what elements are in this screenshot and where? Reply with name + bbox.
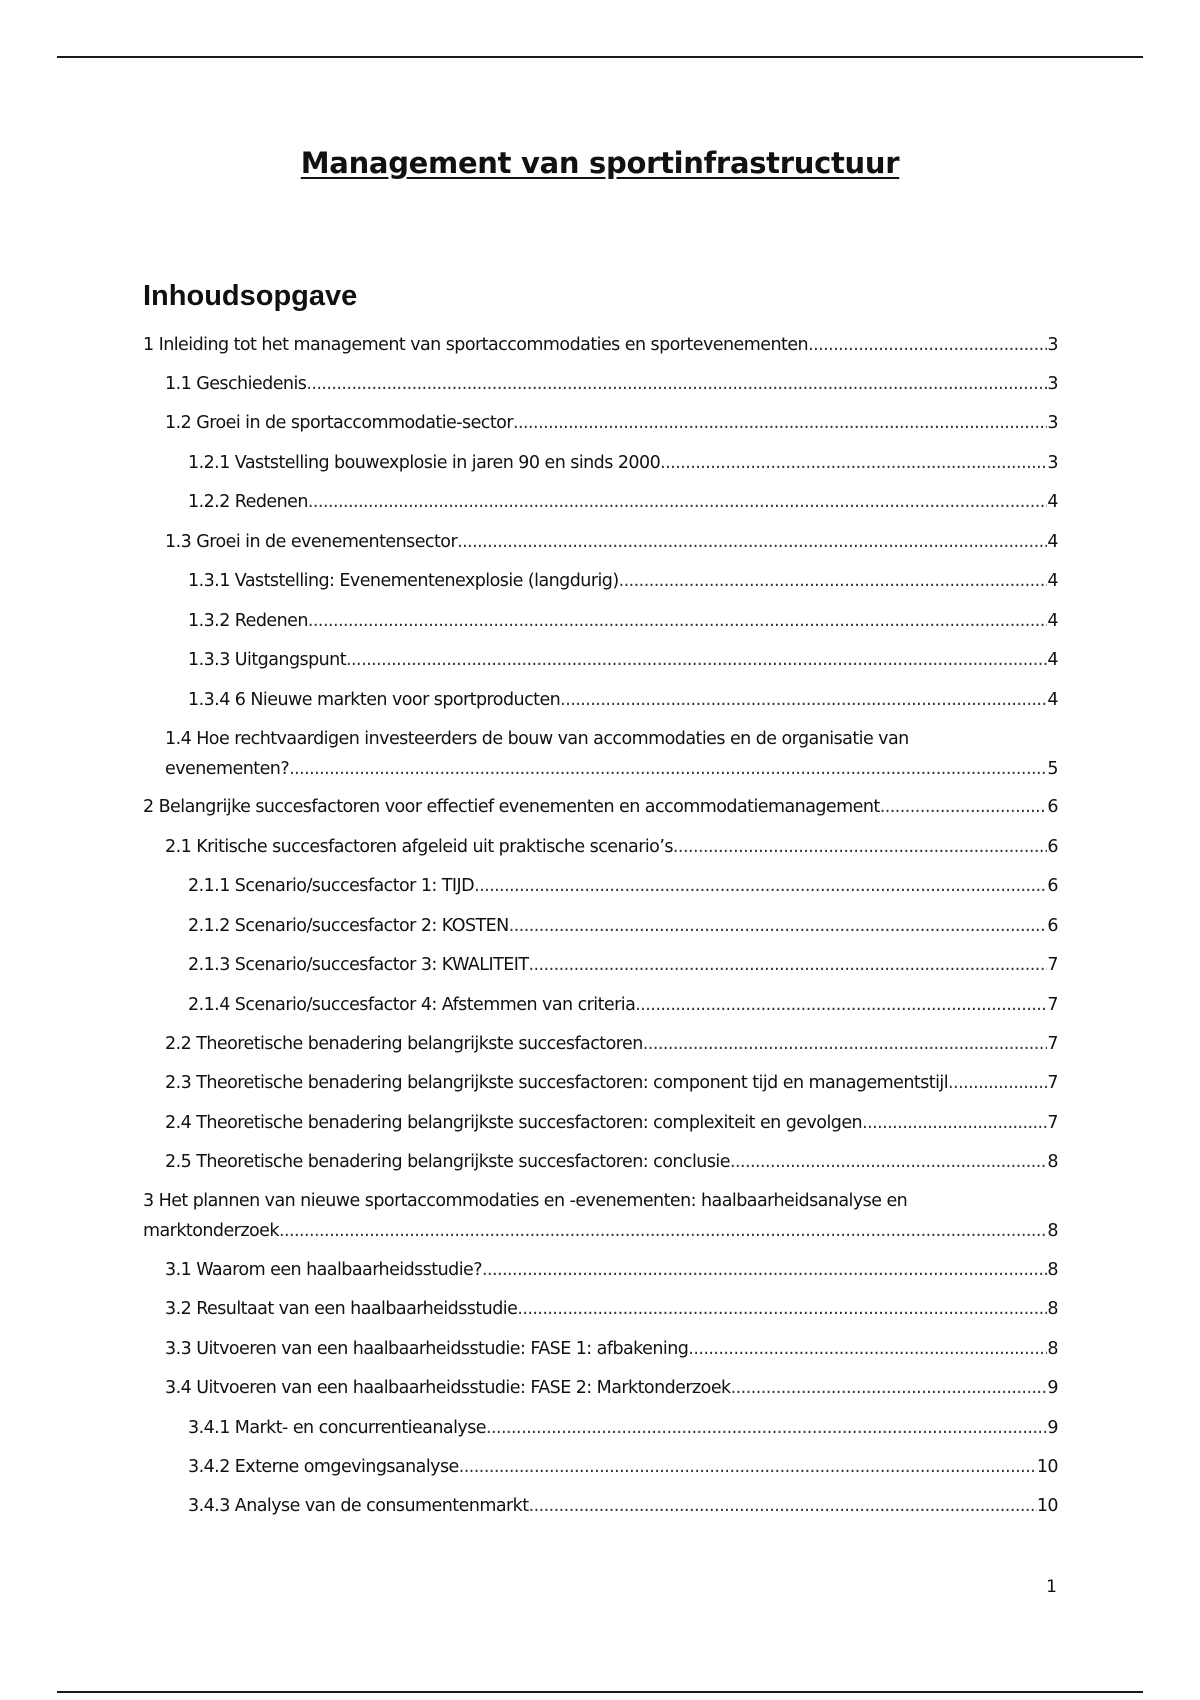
toc-entry-page: 4 <box>1047 571 1058 591</box>
toc-entry-label: 3.3 Uitvoeren van een haalbaarheidsstudie: FASE 1: afbakening <box>165 1339 689 1359</box>
toc-entry-label: 1.3.1 Vaststelling: Evenementenexplosie (langdurig) <box>188 571 619 591</box>
toc-entry-page: 8 <box>1047 1339 1058 1359</box>
toc-entry-page: 4 <box>1047 611 1058 631</box>
toc-entry[interactable] <box>165 1373 1058 1403</box>
toc-entry-label: 1.2.2 Redenen <box>188 492 308 512</box>
toc-entry-label: 2.1.4 Scenario/succesfactor 4: Afstemmen van criteria <box>188 995 636 1015</box>
toc-entry-label: 2.5 Theoretische benadering belangrijkste succesfactoren: conclusie <box>165 1152 730 1172</box>
toc-entry-label: 2.4 Theoretische benadering belangrijkste succesfactoren: complexiteit en gevolgen <box>165 1113 863 1133</box>
toc-entry-label: 2.1.2 Scenario/succesfactor 2: KOSTEN <box>188 916 509 936</box>
dot-leader <box>517 1294 1047 1324</box>
toc-entry-label: 2 Belangrijke succesfactoren voor effectief evenementen en accommodatiemanagement <box>143 797 880 817</box>
dot-leader <box>731 1373 1048 1403</box>
toc-entry[interactable] <box>188 990 1058 1020</box>
toc-entry[interactable] <box>188 1452 1058 1482</box>
toc-entry[interactable] <box>165 724 1058 784</box>
toc-entry[interactable] <box>188 950 1058 980</box>
toc-entry-label-line2: evenementen? <box>165 759 290 779</box>
toc-entry-page: 4 <box>1047 650 1058 670</box>
toc-entry-label: 3.4.3 Analyse van de consumentenmarkt <box>188 1496 529 1516</box>
dot-leader <box>560 685 1047 715</box>
dot-leader <box>730 1147 1047 1177</box>
toc-entry-page: 7 <box>1047 995 1058 1015</box>
dot-leader <box>289 754 1047 784</box>
toc-entry-page: 3 <box>1047 374 1058 394</box>
toc-entry-page: 7 <box>1047 1073 1058 1093</box>
dot-leader <box>513 408 1047 438</box>
toc-entry-page: 8 <box>1047 1152 1058 1172</box>
toc-entry-page: 8 <box>1047 1299 1058 1319</box>
dot-leader <box>862 1108 1047 1138</box>
toc-entry-page: 6 <box>1047 797 1058 817</box>
toc-entry[interactable] <box>188 871 1058 901</box>
toc-entry-label: 2.1.3 Scenario/succesfactor 3: KWALITEIT <box>188 955 529 975</box>
dot-leader <box>474 871 1047 901</box>
toc-entry-page: 8 <box>1047 1260 1058 1280</box>
toc-entry-label: 1.3.2 Redenen <box>188 611 308 631</box>
toc-entry-page: 7 <box>1047 955 1058 975</box>
toc-entry-page: 10 <box>1036 1457 1058 1477</box>
dot-leader <box>635 990 1047 1020</box>
toc-entry-page: 6 <box>1047 876 1058 896</box>
toc-entry-label: 2.1 Kritische succesfactoren afgeleid uit praktische scenario’s <box>165 837 673 857</box>
toc-entry-label: 2.1.1 Scenario/succesfactor 1: TIJD <box>188 876 475 896</box>
toc-entry[interactable] <box>165 1068 1058 1098</box>
toc-entry[interactable] <box>188 606 1058 636</box>
toc-entry-label-line2: marktonderzoek <box>143 1221 279 1241</box>
toc-entry-page: 5 <box>1047 759 1058 779</box>
document-title: Management van sportinfrastructuur <box>300 146 900 180</box>
toc-entry-label: 2.3 Theoretische benadering belangrijkste succesfactoren: component tijd en managementstijl <box>165 1073 949 1093</box>
toc-entry[interactable] <box>165 408 1058 438</box>
toc-entry-label: 3.4.2 Externe omgevingsanalyse <box>188 1457 459 1477</box>
dot-leader <box>482 1255 1047 1285</box>
toc-entry[interactable] <box>143 1186 1058 1246</box>
toc-entry-page: 6 <box>1047 837 1058 857</box>
toc-entry-page: 9 <box>1047 1378 1058 1398</box>
toc-entry-page: 4 <box>1047 532 1058 552</box>
toc-entry-label: 3.2 Resultaat van een haalbaarheidsstudie <box>165 1299 518 1319</box>
dot-leader <box>948 1068 1047 1098</box>
dot-leader <box>308 606 1048 636</box>
toc-entry[interactable] <box>165 527 1058 557</box>
header-rule <box>57 56 1143 58</box>
dot-leader <box>308 487 1048 517</box>
toc-entry[interactable] <box>143 330 1058 360</box>
toc-entry-page: 7 <box>1047 1034 1058 1054</box>
dot-leader <box>643 1029 1048 1059</box>
toc-entry[interactable] <box>188 1491 1058 1521</box>
dot-leader <box>279 1216 1047 1246</box>
toc-entry[interactable] <box>165 369 1058 399</box>
toc-entry[interactable] <box>188 685 1058 715</box>
toc-entry-page: 3 <box>1047 453 1058 473</box>
toc-heading: Inhoudsopgave <box>143 280 358 312</box>
toc-entry-page: 6 <box>1047 916 1058 936</box>
toc-entry-label: 3.4.1 Markt- en concurrentieanalyse <box>188 1418 486 1438</box>
toc-entry-page: 3 <box>1047 413 1058 433</box>
toc-entry[interactable] <box>188 911 1058 941</box>
toc-entry-label: 3.4 Uitvoeren van een haalbaarheidsstudie: FASE 2: Marktonderzoek <box>165 1378 731 1398</box>
dot-leader <box>880 792 1048 822</box>
toc-entry[interactable] <box>165 1147 1058 1177</box>
toc-entry[interactable] <box>188 645 1058 675</box>
toc-entry[interactable] <box>188 1413 1058 1443</box>
dot-leader <box>509 911 1048 941</box>
toc-entry[interactable] <box>188 566 1058 596</box>
toc-entry[interactable] <box>165 1334 1058 1364</box>
toc-entry-label: 1.3.3 Uitgangspunt <box>188 650 347 670</box>
toc-entry-label: 1.1 Geschiedenis <box>165 374 307 394</box>
dot-leader <box>808 330 1047 360</box>
dot-leader <box>529 950 1048 980</box>
toc-entry-page: 4 <box>1047 492 1058 512</box>
toc-entry-label: 1.3 Groei in de evenementensector <box>165 532 458 552</box>
toc-entry-label: 1.2.1 Vaststelling bouwexplosie in jaren 90 en sinds 2000 <box>188 453 661 473</box>
dot-leader <box>673 832 1047 862</box>
toc-entry-label: 2.2 Theoretische benadering belangrijkste succesfactoren <box>165 1034 643 1054</box>
dot-leader <box>306 369 1047 399</box>
dot-leader <box>688 1334 1047 1364</box>
dot-leader <box>459 1452 1037 1482</box>
dot-leader <box>529 1491 1037 1521</box>
toc-entry-page: 7 <box>1047 1113 1058 1133</box>
toc-entry[interactable] <box>165 832 1058 862</box>
dot-leader <box>619 566 1048 596</box>
dot-leader <box>346 645 1047 675</box>
toc-entry-page: 10 <box>1036 1496 1058 1516</box>
dot-leader <box>660 448 1047 478</box>
toc-entry-label: 1 Inleiding tot het management van sportaccommodaties en sportevenementen <box>143 335 809 355</box>
toc-entry[interactable] <box>165 1255 1058 1285</box>
toc-entry[interactable] <box>188 448 1058 478</box>
toc-entry-page: 3 <box>1047 335 1058 355</box>
toc-entry-label-line1: 1.4 Hoe rechtvaardigen investeerders de bouw van accommodaties en de organisatie van <box>165 729 909 749</box>
toc-entry[interactable] <box>165 1029 1058 1059</box>
toc-entry-label-line1: 3 Het plannen van nieuwe sportaccommodaties en -evenementen: haalbaarheidsanalyse en <box>143 1191 908 1211</box>
toc-entry-page: 8 <box>1047 1221 1058 1241</box>
toc-entry[interactable] <box>143 792 1058 822</box>
footer-rule <box>57 1691 1143 1693</box>
toc-entry-label: 1.3.4 6 Nieuwe markten voor sportproducten <box>188 690 561 710</box>
page-number: 1 <box>1046 1577 1057 1597</box>
dot-leader <box>486 1413 1047 1443</box>
toc-entry-page: 4 <box>1047 690 1058 710</box>
toc-entry[interactable] <box>188 487 1058 517</box>
toc-entry[interactable] <box>165 1108 1058 1138</box>
toc-entry-label: 1.2 Groei in de sportaccommodatie-sector <box>165 413 513 433</box>
dot-leader <box>457 527 1047 557</box>
toc-entry-label: 3.1 Waarom een haalbaarheidsstudie? <box>165 1260 482 1280</box>
toc-entry-page: 9 <box>1047 1418 1058 1438</box>
toc-entry[interactable] <box>165 1294 1058 1324</box>
